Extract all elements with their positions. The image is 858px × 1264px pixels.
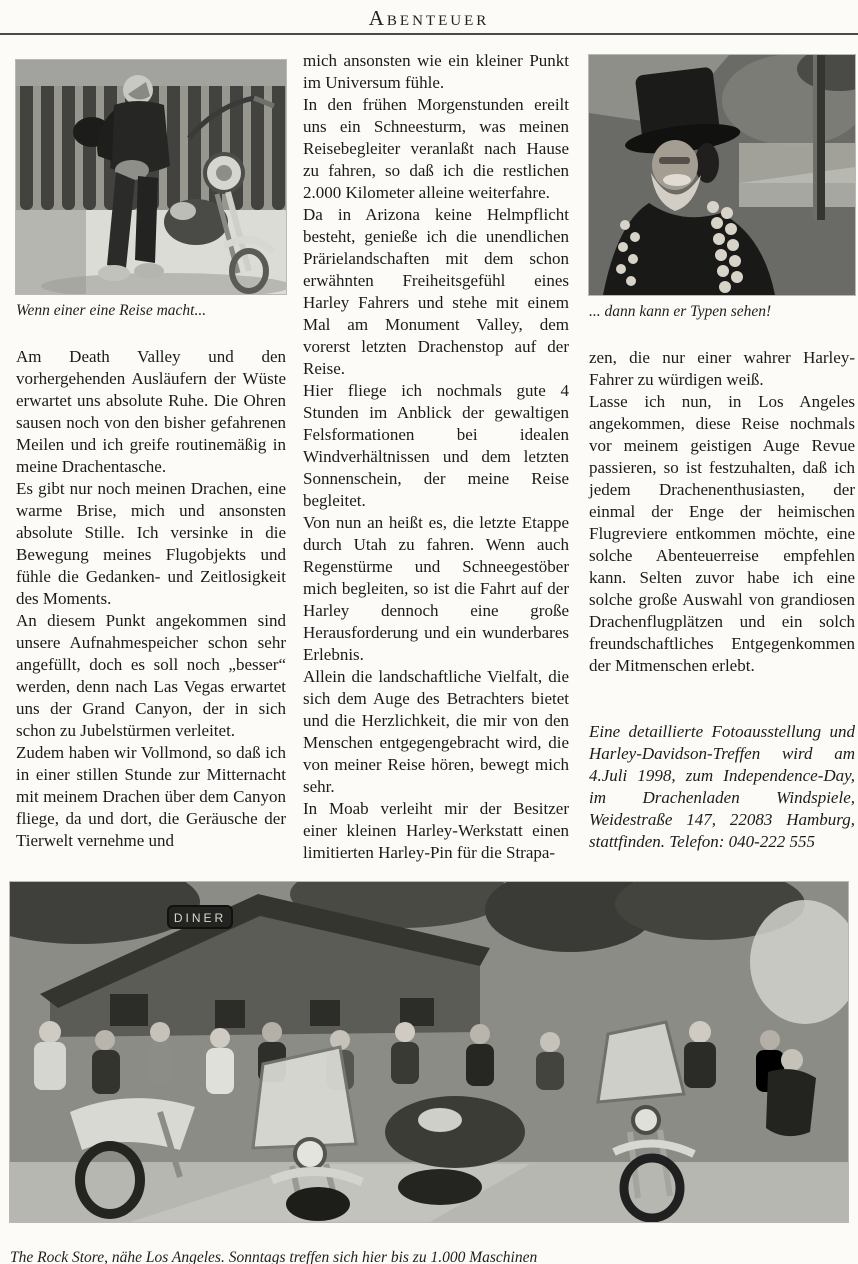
left-column-text [16, 346, 286, 852]
motorcycle-rider-photo [16, 60, 286, 294]
rock-store-photo [10, 882, 848, 1222]
top-hat-man-illustration [589, 55, 855, 295]
diner-sign-text: DINER [173, 911, 227, 925]
article-paragraph: Zudem haben wir Vollmond, so daß ich in einer stillen Stunde zur Mitternacht mit meinem Drachen über dem Canyon fliege, da und dort, die Geräusche der Tierwelt vernehme und [16, 743, 286, 850]
article-paragraph: Hier fliege ich nochmals gute 4 Stunden im Anblick der gewaltigen Felsformationen bei idealen Windverhältnissen und dem letzten Sonnenschein, der meine Reise begleitet. [303, 381, 569, 510]
article-paragraph: Von nun an heißt es, die letzte Etappe durch Utah zu fahren. Wenn auch Regenstürme und Schneegestöber mich begleiten, so ist die Fahrt auf der Harley dennoch eine große Herausforderung und ein wunderbares Erlebnis. [303, 513, 569, 664]
article-paragraph: In den frühen Morgenstunden ereilt uns ein Schneesturm, was meinen Reisebegleiter veranlaßt nach Hause zu fahren, so daß ich die restlichen 2.000 Kilometer alleine weiterfahre. [303, 95, 569, 202]
column-middle [303, 50, 569, 864]
left-photo-caption: Wenn einer eine Reise macht... [16, 302, 207, 319]
article-paragraph: Allein die landschaftliche Vielfalt, die sich dem Auge des Betrachters bietet und die Herzlichkeit, die mir von den Menschen entgegengebracht wird, die von meiner Reise hören, bewegt mich sehr. [303, 667, 569, 796]
middle-column-text [303, 50, 569, 864]
article-paragraph: mich ansonsten wie ein kleiner Punkt im Universum fühle. [303, 51, 569, 92]
page-title: Abenteuer [368, 6, 490, 30]
article-paragraph: In Moab verleiht mir der Besitzer einer kleinen Harley-Werkstatt einen limitierten Harley-Pin für die Strapa- [303, 799, 569, 862]
article-paragraph: Da in Arizona keine Helmpflicht besteht, genieße ich die unendlichen Prärielandschaften mit dem schon erwähnten Freiheitsgefühl eines Harley Fahrers und stehe mit einem Mal am Monument Valley, dem vorerst letzten Drachenstop auf der Reise. [303, 205, 569, 378]
article-paragraph: Es gibt nur noch meinen Drachen, eine warme Brise, mich und ansonsten absolute Stille. Ich versinke in die Bewegung meines Flugobjekts und fühle die Gedanken- und Zeitlosigkeit des Moments. [16, 479, 286, 608]
article-paragraph: Am Death Valley und den vorhergehenden Ausläufern der Wüste erwartet uns absolute Ruhe. Die Ohren sausen noch von den bisher gefahrenen Meilen und ich greife routinemäßig in meine Drachentasche. [16, 347, 286, 476]
right-column-text [589, 347, 855, 677]
motorcycle-rider-illustration [16, 60, 286, 294]
column-left [16, 60, 286, 852]
header-divider [0, 33, 858, 35]
bottom-photo-caption: The Rock Store, nähe Los Angeles. Sonntags treffen sich hier bis zu 1.000 Maschinen [10, 1248, 538, 1264]
top-hat-man-photo [589, 55, 855, 295]
event-note: Eine detaillierte Fotoausstellung und Harley-Davidson-Treffen wird am 4.Juli 1998, zum Independence-Day, im Drachenladen Windspiele, Weidestraße 147, 22083 Hamburg, stattfinden. Telefon: 040-222 555 [589, 722, 855, 851]
article-paragraph: Lasse ich nun, in Los Angeles angekommen, diese Reise nochmals vor meinem geistigen Auge Revue passieren, so ist festzuhalten, daß ich jedem Drachenenthusiasten, der einmal der Enge der heimischen Flugreviere entkommen möchte, eine solche Abenteuerreise empfehlen kann. Selten zuvor habe ich eine solche große Auswahl von grandiosen Drachenflugplätzen und ein solch freundschaftliches Entgegenkommen der Mitmenschen erlebt. [589, 392, 855, 675]
right-photo-caption: ... dann kann er Typen sehen! [589, 303, 772, 320]
article-paragraph: zen, die nur einer wahrer Harley-Fahrer zu würdigen weiß. [589, 348, 855, 389]
rock-store-illustration [10, 882, 848, 1222]
column-right [589, 55, 855, 870]
article-paragraph: An diesem Punkt angekommen sind unsere Aufnahmespeicher schon sehr angefüllt, doch es soll noch „besser“ werden, denn nach Las Vegas erwartet uns der Grand Canyon, der in sich schon zu Jubelstürmen verleitet. [16, 611, 286, 740]
